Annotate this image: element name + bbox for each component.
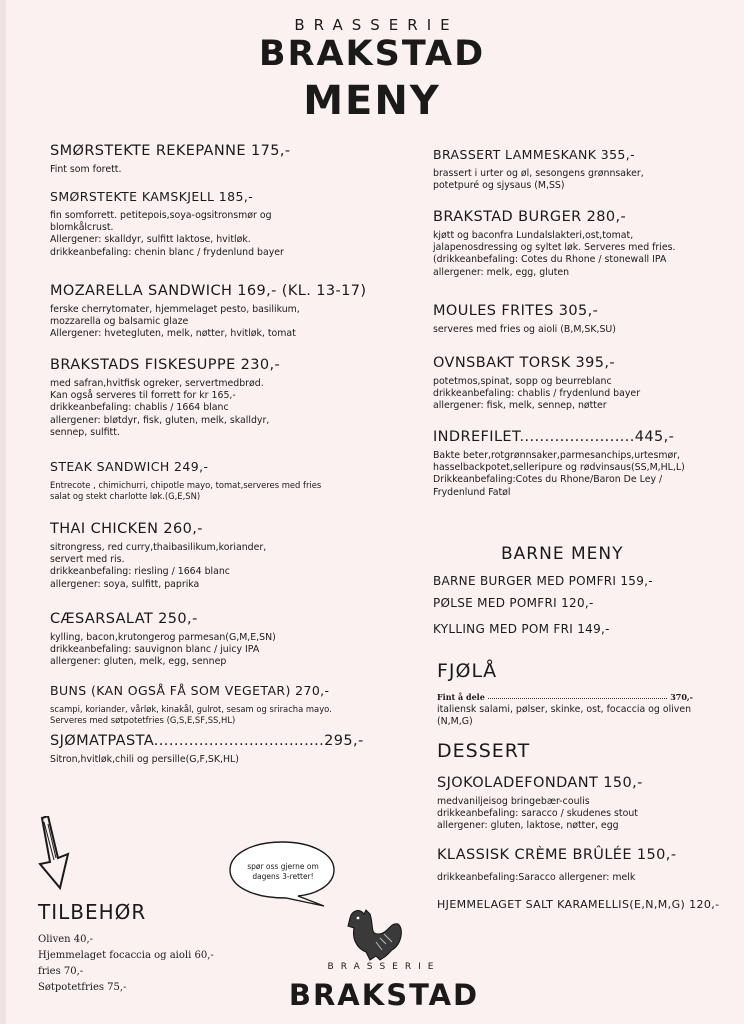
fjola-desc: italiensk salami, pølser, skinke, ost, focaccia og oliven (N,M,G) bbox=[437, 704, 692, 728]
rooster-icon bbox=[340, 904, 406, 962]
item-desc: med safran,hvitfisk ogreker, servertmedbrød. Kan også serveres til forrett for kr 165,- drikkeanbefaling: chablis / 1664 blanc allergener: bløtdyr, fisk, gluten, melk, skalldyr, sennep, sulfitt. bbox=[50, 378, 270, 438]
tilbehor-list bbox=[38, 932, 214, 996]
tilbehor-item: Søtpotetfries 75,- bbox=[38, 982, 127, 993]
barne-item: PØLSE MED POMFRI 120,- bbox=[433, 596, 594, 610]
item-desc: ferske cherrytomater, hjemmelaget pesto, basilikum, mozzarella og balsamic glaze Allergener: hvetegluten, melk, nøtter, hvitløk, tomat bbox=[50, 304, 300, 340]
header-menu-title: MENY bbox=[303, 78, 441, 124]
menu-item-buns bbox=[50, 682, 390, 726]
dessert-item-creme-brulee bbox=[437, 846, 737, 884]
item-title: BUNS (KAN OGSÅ FÅ SOM VEGETAR) 270,- bbox=[50, 683, 330, 698]
item-desc: scampi, koriander, vårløk, kinakål, gulrot, sesam og sriracha mayo. Serveres med søtpotetfries (G,S,E,SF,SS,HL) bbox=[50, 704, 332, 725]
speech-bubble-text: spør oss gjerne om dagens 3-retter! bbox=[247, 862, 319, 881]
item-desc: kjøtt og baconfra Lundalslakteri,ost,tomat, jalapenosdressing og syltet løk. Serveres med fries. (drikkeanbefaling: Cotes du Rhone / stonewall IPA allergener: melk, egg, gluten bbox=[433, 230, 676, 278]
item-title: MOZARELLA SANDWICH 169,- (KL. 13-17) bbox=[50, 283, 367, 299]
tilbehor-title: TILBEHØR bbox=[38, 900, 147, 924]
dessert-title: DESSERT bbox=[437, 740, 531, 762]
page-edge bbox=[0, 0, 6, 1024]
item-title: OVNSBAKT TORSK 395,- bbox=[433, 355, 616, 371]
item-title: SMØRSTEKTE KAMSKJELL 185,- bbox=[50, 189, 254, 204]
item-title: SMØRSTEKTE REKEPANNE 175,- bbox=[50, 143, 291, 159]
item-title: STEAK SANDWICH 249,- bbox=[50, 459, 209, 474]
item-desc: Fint som forett. bbox=[50, 164, 122, 175]
item-title: CÆSARSALAT 250,- bbox=[50, 611, 198, 627]
item-title: SJOKOLADEFONDANT 150,- bbox=[437, 775, 643, 791]
fjola-title: FJØLÅ bbox=[437, 660, 498, 682]
item-desc: brassert i urter og øl, sesongens grønnsaker, potetpuré og sjysaus (M,SS) bbox=[433, 168, 644, 192]
barne-item: KYLLING MED POM FRI 149,- bbox=[433, 622, 610, 636]
item-desc: serveres med fries og aioli (B,M,SK,SU) bbox=[433, 324, 616, 335]
menu-item-thai-chicken bbox=[50, 520, 390, 591]
item-title: BRAKSTAD BURGER 280,- bbox=[433, 209, 627, 225]
tilbehor-item: Hjemmelaget focaccia og aioli 60,- bbox=[38, 950, 214, 961]
arrow-down-icon bbox=[34, 816, 74, 892]
menu-item-steak-sandwich bbox=[50, 458, 390, 502]
item-title: MOULES FRITES 305,- bbox=[433, 303, 599, 319]
fjola-line-label: Fint å dele bbox=[437, 692, 485, 702]
header-restaurant-name: BRAKSTAD bbox=[258, 34, 486, 74]
item-title: KLASSISK CRÈME BRÛLÉE 150,- bbox=[437, 847, 677, 863]
item-title: HJEMMELAGET SALT KARAMELLIS(E,N,M,G) 120,- bbox=[437, 898, 720, 911]
fjola-line-price: 370,- bbox=[670, 692, 693, 702]
menu-item-moules-frites bbox=[433, 302, 733, 336]
item-desc: Entrecote , chimichurri, chipotle mayo, tomat,serveres med fries salat og stekt charlotte løk.(G,E,SN) bbox=[50, 480, 322, 501]
menu-item-sjomatpasta bbox=[50, 732, 390, 766]
tilbehor-item: Oliven 40,- bbox=[38, 934, 94, 945]
header-subtitle: BRASSERIE bbox=[294, 16, 459, 34]
footer-subtitle: BRASSERIE bbox=[327, 962, 441, 972]
menu-item-kamskjell bbox=[50, 188, 390, 259]
fjola-share-line bbox=[437, 692, 693, 702]
item-title: BRASSERT LAMMESKANK 355,- bbox=[433, 147, 636, 162]
dessert-item-karamellis bbox=[437, 896, 737, 914]
item-desc: medvaniljeisog bringebær-coulis drikkeanbefaling: saracco / skudenes stout allergener: gluten, laktose, nøtter, egg bbox=[437, 796, 638, 832]
item-desc: drikkeanbefaling:Saracco allergener: melk bbox=[437, 872, 636, 883]
menu-item-torsk bbox=[433, 354, 733, 413]
menu-item-indrefilet bbox=[433, 428, 733, 499]
footer-restaurant-name: BRAKSTAD bbox=[288, 978, 480, 1012]
item-desc: Sitron,hvitløk,chili og persille(G,F,SK,HL) bbox=[50, 754, 239, 765]
item-desc: fin somforrett. petitepois,soya-ogsitronsmør og blomkålcrust. Allergener: skalldyr, sulfitt laktose, hvitløk. drikkeanbefaling: chenin blanc / frydenlund bayer bbox=[50, 210, 284, 258]
item-desc: potetmos,spinat, sopp og beurreblanc drikkeanbefaling: chablis / frydenlund bayer allergener: fisk, melk, sennep, nøtter bbox=[433, 376, 641, 412]
dessert-item-fondant bbox=[437, 774, 737, 833]
fjola-leader-dots bbox=[488, 692, 667, 699]
item-title: SJØMATPASTA..................................295,- bbox=[50, 733, 364, 749]
menu-item-lammeskank bbox=[433, 146, 733, 192]
item-desc: kylling, bacon,krutongerog parmesan(G,M,E,SN) drikkeanbefaling: sauvignon blanc / juicy IPA allergener: gluten, melk, egg, sennep bbox=[50, 632, 276, 668]
item-title: THAI CHICKEN 260,- bbox=[50, 521, 203, 537]
item-desc: Bakte beter,rotgrønnsaker,parmesanchips,urtesmør, hasselbackpotet,selleripure og rødvinsaus(SS,M,HL,L) Drikkeanbefaling:Cotes du Rhone/Baron De Ley / Frydenlund Fatøl bbox=[433, 450, 685, 498]
menu-item-rekepanne bbox=[50, 142, 390, 176]
menu-item-mozarella-sandwich bbox=[50, 282, 390, 341]
item-title: BRAKSTADS FISKESUPPE 230,- bbox=[50, 357, 281, 373]
menu-item-caesarsalat bbox=[50, 610, 390, 669]
item-desc: sitrongress, red curry,thaibasilikum,koriander, servert med ris. drikkeanbefaling: riesling / 1664 blanc allergener: soya, sulfitt, paprika bbox=[50, 542, 267, 590]
menu-item-fiskesuppe bbox=[50, 356, 390, 439]
barne-title: BARNE MENY bbox=[501, 544, 624, 564]
menu-item-burger bbox=[433, 208, 733, 279]
item-title: INDREFILET.......................445,- bbox=[433, 429, 675, 445]
tilbehor-item: fries 70,- bbox=[38, 966, 84, 977]
barne-item: BARNE BURGER MED POMFRI 159,- bbox=[433, 574, 653, 588]
